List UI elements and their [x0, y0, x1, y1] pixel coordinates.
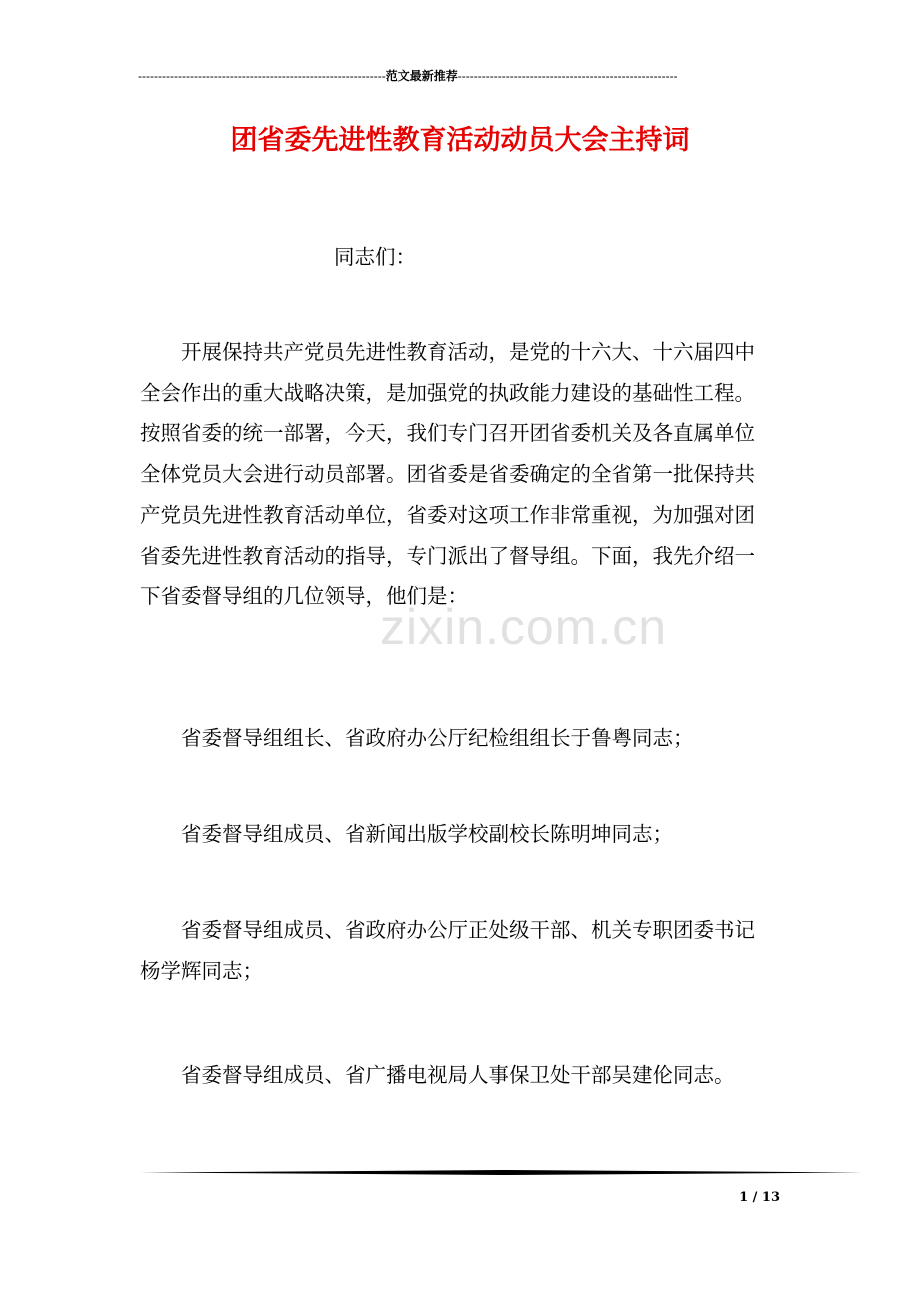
member-item: [140, 814, 790, 855]
member-item: [140, 718, 790, 759]
footer-rule: [140, 1170, 863, 1175]
member-item: [140, 910, 790, 991]
member-line: 省委督导组组长、省政府办公厅纪检组组长于鲁粤同志；: [181, 726, 694, 750]
paragraph-intro: [140, 332, 790, 617]
greeting: 同志们：: [334, 245, 416, 269]
paragraph-line: 产党员先进性教育活动单位，省委对这项工作非常重视，为加强对团: [140, 502, 755, 527]
member-line: 杨学辉同志；: [140, 958, 263, 983]
member-line: 省委督导组成员、省政府办公厅正处级干部、机关专职团委书记: [181, 918, 755, 942]
paragraph-line: 下省委督导组的几位领导，他们是：: [140, 584, 468, 609]
paragraph-line: 按照省委的统一部署，今天，我们专门召开团省委机关及各直属单位: [140, 421, 755, 446]
header-label: 范文最新推荐: [385, 69, 458, 83]
header-dashes-left: --------------------------------------------------------------: [138, 69, 386, 83]
member-line: 省委督导组成员、省新闻出版学校副校长陈明坤同志；: [181, 822, 673, 846]
page-number: 1 / 13: [739, 1190, 780, 1205]
paragraph-line: 开展保持共产党员先进性教育活动，是党的十六大、十六届四中: [181, 340, 755, 364]
document-title: 团省委先进性教育活动动员大会主持词: [230, 125, 690, 156]
paragraph-line: 省委先进性教育活动的指导，专门派出了督导组。下面，我先介绍一: [140, 543, 755, 568]
member-line: 省委督导组成员、省广播电视局人事保卫处干部吴建伦同志。: [181, 1063, 735, 1087]
paragraph-line: 全体党员大会进行动员部署。团省委是省委确定的全省第一批保持共: [140, 462, 755, 487]
header-dashes-right: -------------------------------------------------------: [457, 69, 678, 83]
page-header: [138, 66, 768, 86]
watermark: zixin.com.cn: [380, 599, 668, 655]
paragraph-line: 全会作出的重大战略决策，是加强党的执政能力建设的基础性工程。: [140, 380, 755, 405]
member-item: [140, 1055, 790, 1096]
